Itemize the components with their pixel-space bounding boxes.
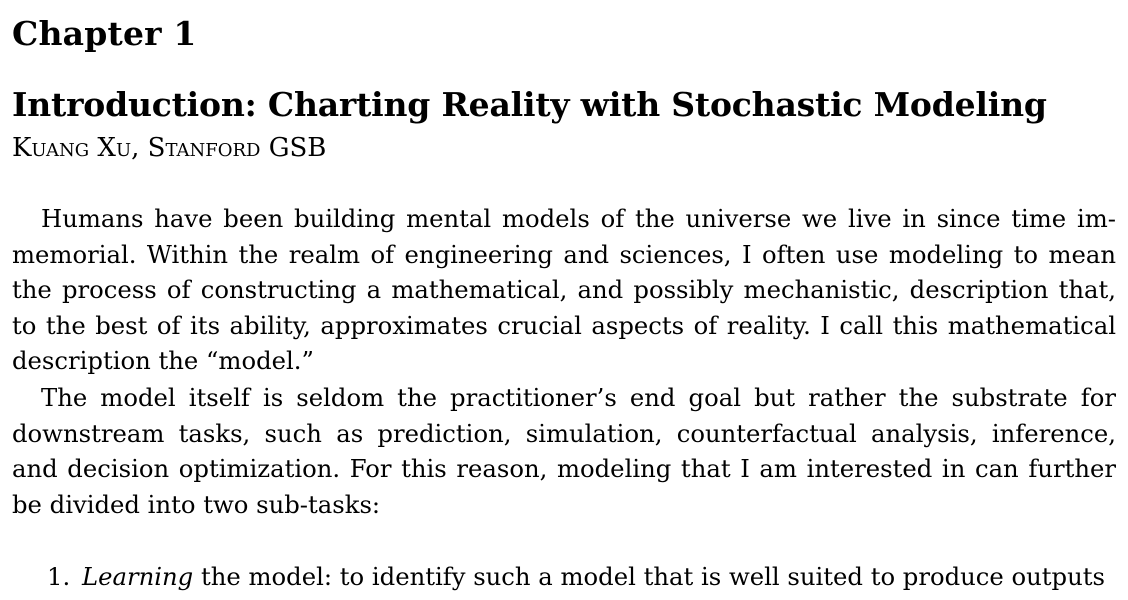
chapter-label: Chapter 1 <box>12 14 197 53</box>
list-item-term: Learning <box>82 562 194 591</box>
paragraph-model-purpose: The model itself is seldom the practitioner’s end goal but rather the substrate for downstream tasks, such as prediction, simulation, counterfactual analysis, inference, and decision optimization. For this reason, modeling that I am interested in can further be divided into two sub-tasks: <box>12 383 1116 519</box>
list-item-number: 1. <box>47 562 71 591</box>
chapter-title: Introduction: Charting Reality with Stochastic Modeling <box>12 85 1047 124</box>
author-line: Kuang Xu, Stanford GSB <box>12 133 327 163</box>
list-item-text: the model: to identify such a model that is well suited to produce outputs <box>193 562 1105 591</box>
paragraph-intro: Humans have been building mental models of the universe we live in since time immemorial. Within the realm of engineering and sciences, I often use modeling to mean the process of constructing a mathematical, and possibly mechanistic, description that, to the best of its ability, approximates crucial aspects of reality. I call this mathematical description the “model.” <box>12 204 1116 375</box>
list-item <box>12 559 1116 595</box>
subtask-list <box>12 559 1116 595</box>
